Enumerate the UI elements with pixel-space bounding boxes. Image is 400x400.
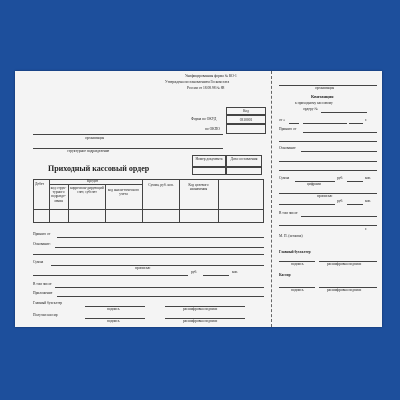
stub-basis-line[interactable]: [301, 151, 377, 152]
stub-including-line[interactable]: [301, 216, 377, 217]
okud-code-cell: [226, 115, 266, 124]
stub-including-label: В том числе: [279, 211, 298, 215]
stub-signature-decoding-caption-1: расшифровка подписи: [327, 262, 362, 266]
sum-in-words-caption: прописью: [135, 266, 151, 270]
stub-cashier-label: Кассир: [279, 273, 291, 277]
stub-order-no-label: ордеру №: [303, 107, 318, 111]
attachment-label: Приложение: [33, 291, 53, 295]
subdivision-caption: структурное подразделение: [67, 149, 110, 153]
organization-line[interactable]: [33, 134, 223, 135]
stub-accepted-from-line-2[interactable]: [279, 141, 377, 142]
stub-digits-caption: цифрами: [307, 182, 321, 186]
okud-code: 0310001: [239, 117, 253, 122]
okpo-code-cell[interactable]: [226, 124, 266, 134]
doc-date-cell[interactable]: [226, 167, 262, 175]
stub-basis-line-2[interactable]: [279, 161, 377, 162]
stub-year-line[interactable]: [349, 123, 363, 124]
sum-line[interactable]: [51, 265, 264, 266]
debit-header: Дебет: [35, 182, 45, 186]
organization-caption: организация: [85, 136, 105, 140]
doc-number-header-cell: [192, 155, 226, 167]
stub-sum-label: Сумма: [279, 176, 290, 180]
code-header: Код: [243, 109, 249, 113]
stub-receipt-subtitle: к приходному кассовому: [295, 101, 333, 105]
stub-signature-caption-1: подпись: [291, 262, 304, 266]
basis-line[interactable]: [55, 247, 264, 248]
basis-label: Основание:: [33, 242, 51, 246]
stub-in-words-caption: прописью: [317, 194, 333, 198]
stub-signature-caption-2: подпись: [291, 288, 304, 292]
signature-caption-1: подпись: [107, 307, 120, 311]
document-title: Приходный кассовый ордер: [48, 164, 150, 173]
col-corr-account: корреспон-дирующий счет, субсчет: [70, 186, 104, 195]
okud-label: Форма по ОКУД: [191, 117, 217, 121]
stub-mp-label: М. П. (штампа): [279, 234, 303, 238]
col-subdivision-code: код струк-турного подразде-ления: [50, 186, 67, 203]
stub-day-line[interactable]: [289, 123, 299, 124]
uniform-form-text: Унифицированная форма № КО-1: [185, 74, 237, 78]
stub-kop-label-2: коп.: [365, 199, 372, 203]
stub-sum-words-line-2[interactable]: [279, 204, 335, 205]
signature-decoding-caption-2: расшифровка подписи: [183, 319, 218, 323]
stub-from-label: от «: [279, 118, 286, 122]
okpo-label: по ОКПО: [205, 127, 220, 131]
stub-month-line[interactable]: [303, 123, 347, 124]
signature-decoding-caption-1: расшифровка подписи: [183, 307, 218, 311]
stub-organization-caption: организация: [315, 86, 335, 90]
sum-words-line[interactable]: [33, 275, 188, 276]
stub-rub-label-2: руб.: [337, 199, 344, 203]
including-line[interactable]: [55, 287, 264, 288]
cash-receipt-form: [15, 71, 382, 327]
kop-value-line[interactable]: [203, 275, 229, 276]
stub-kop-line-2[interactable]: [347, 204, 363, 205]
accepted-from-line[interactable]: [57, 237, 264, 238]
code-header-cell: [226, 107, 266, 115]
stub-rub-label: руб.: [337, 176, 344, 180]
stub-kop-label: коп.: [365, 176, 372, 180]
stub-including-line-2[interactable]: [279, 225, 377, 226]
basis-line-2[interactable]: [33, 254, 264, 255]
stub-chief-accountant-label: Главный бухгалтер: [279, 250, 311, 254]
col-analytics-code: код анали-тического учета: [107, 188, 140, 197]
doc-number-header: Номер документа: [195, 157, 223, 161]
sum-label: Сумма: [33, 260, 44, 264]
doc-date-header: Дата составления: [230, 157, 258, 161]
including-label: В том числе: [33, 282, 52, 286]
stub-basis-line-3[interactable]: [279, 170, 377, 171]
stub-signature-decoding-caption-2: расшифровка подписи: [327, 288, 362, 292]
stub-basis-label: Основание: [279, 146, 296, 150]
stub-year-suffix: г.: [365, 118, 367, 122]
doc-date-header-cell: [226, 155, 262, 167]
accepted-from-label: Принято от: [33, 232, 51, 236]
doc-number-cell[interactable]: [192, 167, 226, 175]
stub-year-suffix-2: г.: [365, 227, 367, 231]
col-amount: Сумма, руб. коп.: [148, 183, 174, 187]
signature-caption-2: подпись: [107, 319, 120, 323]
credit-subheader-line: [49, 184, 142, 185]
subdivision-line[interactable]: [33, 148, 223, 149]
chief-accountant-label: Главный бухгалтер: [33, 301, 63, 305]
stub-order-no-line[interactable]: [321, 112, 367, 113]
stub-accepted-from-label: Принято от: [279, 127, 297, 131]
approved-by-text: Утверждена постановлением Госкомстата: [165, 80, 230, 84]
attachment-line[interactable]: [57, 296, 264, 297]
col-purpose-code: Код целевого назначения: [188, 183, 209, 192]
kop-label: коп.: [232, 270, 239, 274]
resolution-text: России от 18.08.98 № 88: [187, 86, 225, 90]
stub-receipt-title: Квитанция: [311, 94, 334, 99]
rub-label: руб.: [191, 270, 198, 274]
stub-accepted-from-line[interactable]: [303, 132, 377, 133]
received-by-cashier-label: Получил кассир: [33, 313, 58, 317]
cut-line: [271, 71, 272, 327]
stub-kop-digits-line[interactable]: [347, 181, 363, 182]
credit-header: Кредит: [87, 179, 99, 183]
